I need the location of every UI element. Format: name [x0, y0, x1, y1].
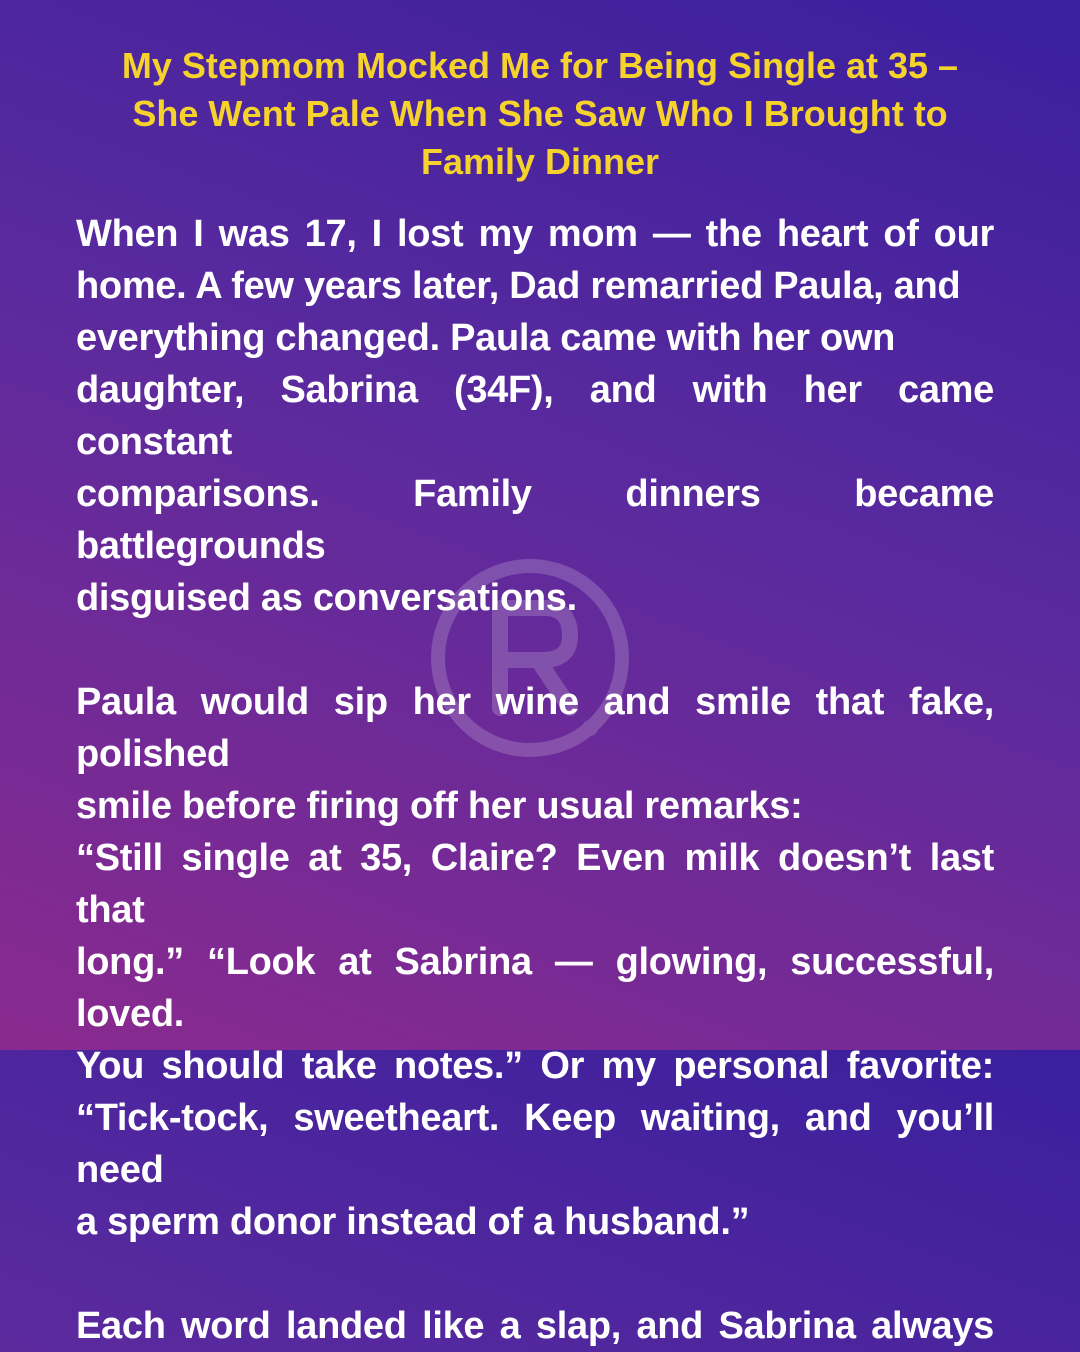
article-body — [76, 208, 994, 1352]
text-line: smile before firing off her usual remarks: — [76, 785, 803, 827]
title-line: Family Dinner — [420, 141, 660, 182]
paragraph-2 — [76, 676, 994, 1248]
title-line: My Stepmom Mocked Me for Being Single at 35 – — [121, 45, 959, 86]
text-line: “Still single at 35, Claire? Even milk doesn’t last that — [76, 837, 994, 931]
title-line: She Went Pale When She Saw Who I Brought to — [132, 93, 948, 134]
text-line: Each word landed like a slap, and Sabrina always — [76, 1305, 994, 1347]
text-line: You should take notes.” Or my personal favorite: — [76, 1045, 994, 1087]
paragraph-1 — [76, 208, 994, 624]
text-line: When I was 17, I lost my mom — the heart of our — [76, 213, 994, 255]
text-line: daughter, Sabrina (34F), and with her came constant — [76, 369, 994, 463]
paragraph-3 — [76, 1300, 994, 1352]
text-line: “Tick-tock, sweetheart. Keep waiting, and you’ll need — [76, 1097, 994, 1191]
text-line: home. A few years later, Dad remarried Paula, and — [76, 265, 961, 307]
text-line: long.” “Look at Sabrina — glowing, successful, loved. — [76, 941, 994, 1035]
text-line: everything changed. Paula came with her own — [76, 317, 896, 359]
text-line: comparisons. Family dinners became battlegrounds — [76, 473, 994, 567]
article-title — [60, 42, 1020, 186]
text-line: a sperm donor instead of a husband.” — [76, 1201, 750, 1243]
text-line: Paula would sip her wine and smile that fake, polished — [76, 681, 994, 775]
text-line: disguised as conversations. — [76, 577, 577, 619]
